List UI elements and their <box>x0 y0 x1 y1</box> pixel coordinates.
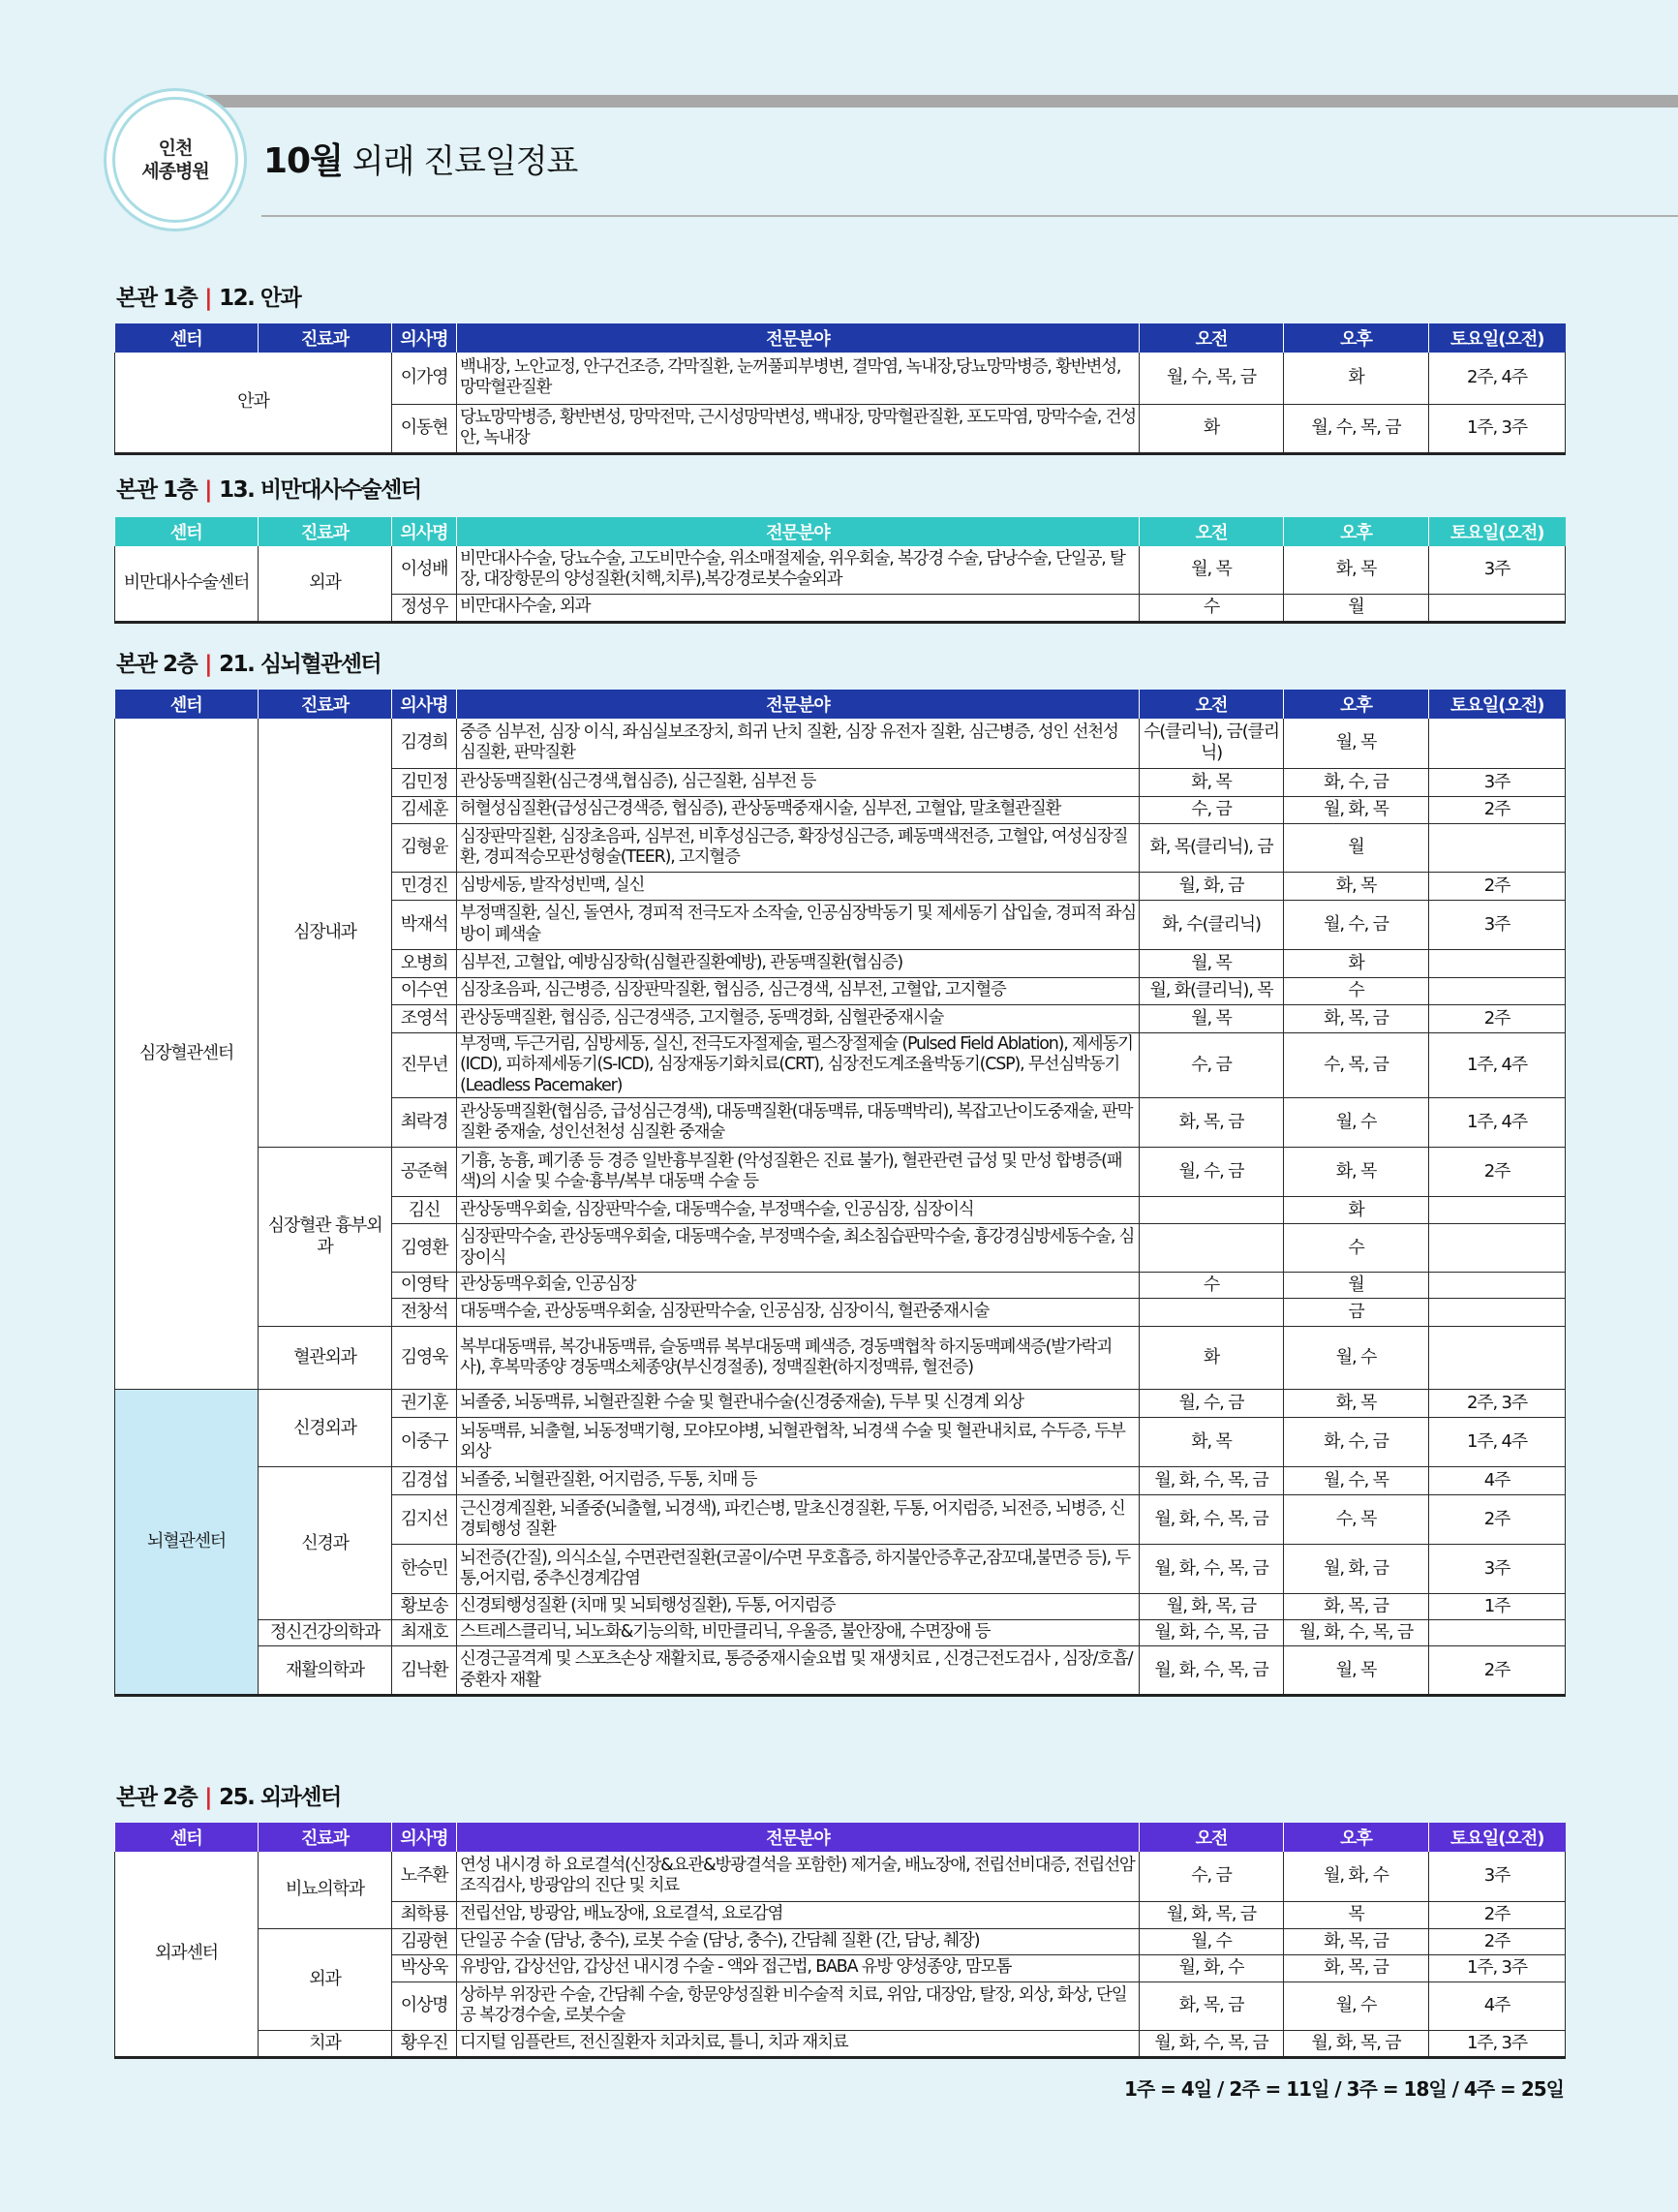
department-cell: 외과 <box>259 546 392 622</box>
department-cell: 심장혈관 흉부외과 <box>259 1148 392 1327</box>
column-header: 오전 <box>1140 1823 1284 1852</box>
specialty-cell: 뇌졸중, 뇌동맥류, 뇌혈관질환 수술 및 혈관내수술(신경중재술), 두부 및 신경계 외상 <box>457 1390 1140 1418</box>
morning-days-cell: 월, 화(클리닉), 목 <box>1140 977 1284 1004</box>
afternoon-days-cell: 화 <box>1284 1197 1429 1224</box>
table-header-row <box>115 323 1566 353</box>
specialty-cell: 중증 심부전, 심장 이식, 좌심실보조장치, 희귀 난치 질환, 심장 유전자 질환, 심근병증, 성인 선천성 심질환, 판막질환 <box>457 719 1140 768</box>
afternoon-days-cell: 목 <box>1284 1901 1429 1928</box>
morning-days-cell: 수(클리닉), 금(클리닉) <box>1140 719 1284 768</box>
center-cell: 외과센터 <box>115 1852 259 2057</box>
saturday-weeks-cell: 1주, 4주 <box>1429 1418 1566 1467</box>
saturday-weeks-cell: 1주, 3주 <box>1429 404 1566 453</box>
afternoon-days-cell: 월, 목 <box>1284 719 1429 768</box>
column-header: 오후 <box>1284 690 1429 719</box>
saturday-weeks-cell: 3주 <box>1429 900 1566 949</box>
saturday-weeks-cell: 3주 <box>1429 1852 1566 1901</box>
center-cell: 뇌혈관센터 <box>115 1390 259 1696</box>
saturday-weeks-cell: 4주 <box>1429 1467 1566 1495</box>
seal-line-2: 세종병원 <box>141 161 209 182</box>
doctor-name-cell: 최락경 <box>392 1098 457 1148</box>
saturday-weeks-cell: 2주 <box>1429 1004 1566 1032</box>
doctor-name-cell: 최재호 <box>392 1620 457 1646</box>
doctor-name-cell: 민경진 <box>392 872 457 900</box>
morning-days-cell: 월, 화, 수, 목, 금 <box>1140 2030 1284 2057</box>
specialty-cell: 대동맥수술, 관상동맥우회술, 심장판막수술, 인공심장, 심장이식, 혈관중재시술 <box>457 1299 1140 1327</box>
table-row <box>115 1852 1566 1901</box>
afternoon-days-cell: 화, 목, 금 <box>1284 1004 1429 1032</box>
specialty-cell: 관상동맥우회술, 인공심장 <box>457 1273 1140 1299</box>
afternoon-days-cell: 월, 화, 금 <box>1284 1545 1429 1594</box>
column-header: 의사명 <box>392 517 457 546</box>
doctor-name-cell: 황우진 <box>392 2030 457 2057</box>
table-row <box>115 1620 1566 1646</box>
specialty-cell: 복부대동맥류, 복강내동맥류, 슬동맥류 복부대동맥 폐색증, 경동맥협착 하지동맥폐색증(발가락괴사), 후복막종양 경동맥소체종양(부신경절종), 정맥질환(하지정맥류, 혈전증) <box>457 1327 1140 1390</box>
specialty-cell: 허혈성심질환(급성심근경색증, 협심증), 관상동맥중재시술, 심부전, 고혈압, 말초혈관질환 <box>457 796 1140 823</box>
morning-days-cell <box>1140 1224 1284 1273</box>
seal-line-1: 인천 <box>158 138 193 159</box>
saturday-weeks-cell <box>1429 594 1566 622</box>
morning-days-cell: 수 <box>1140 594 1284 622</box>
afternoon-days-cell: 월, 수 <box>1284 1982 1429 2030</box>
column-header: 전문분야 <box>457 517 1140 546</box>
week-footnote: 1주 = 4일 / 2주 = 11일 / 3주 = 18일 / 4주 = 25일 <box>1123 2077 1564 2101</box>
column-header: 오전 <box>1140 323 1284 353</box>
saturday-weeks-cell: 2주 <box>1429 1495 1566 1545</box>
specialty-cell: 스트레스클리닉, 뇌노화&기능의학, 비만클리닉, 우울증, 불안장애, 수면장애 등 <box>457 1620 1140 1646</box>
specialty-cell: 단일공 수술 (담낭, 충수), 로봇 수술 (담낭, 충수), 간담췌 질환 (간, 담낭, 췌장) <box>457 1928 1140 1954</box>
title-month: 10월 <box>263 141 343 181</box>
table-header-row <box>115 1823 1566 1852</box>
morning-days-cell: 화 <box>1140 404 1284 453</box>
saturday-weeks-cell <box>1429 1299 1566 1327</box>
afternoon-days-cell: 월, 수, 목, 금 <box>1284 404 1429 453</box>
specialty-cell: 유방암, 갑상선암, 갑상선 내시경 수술 - 액와 접근법, BABA 유방 양성종양, 맘모톰 <box>457 1954 1140 1982</box>
schedule-table <box>114 323 1566 455</box>
saturday-weeks-cell: 2주, 3주 <box>1429 1390 1566 1418</box>
section-heading <box>116 1779 341 1811</box>
table-header-row <box>115 690 1566 719</box>
column-header: 토요일(오전) <box>1429 690 1566 719</box>
doctor-name-cell: 노주환 <box>392 1852 457 1901</box>
morning-days-cell <box>1140 1197 1284 1224</box>
saturday-weeks-cell: 2주 <box>1429 796 1566 823</box>
afternoon-days-cell: 수 <box>1284 1224 1429 1273</box>
doctor-name-cell: 이영탁 <box>392 1273 457 1299</box>
specialty-cell: 신경퇴행성질환 (치매 및 뇌퇴행성질환), 두통, 어지럼증 <box>457 1594 1140 1620</box>
doctor-name-cell: 황보송 <box>392 1594 457 1620</box>
table-row <box>115 1646 1566 1696</box>
doctor-name-cell: 김경희 <box>392 719 457 768</box>
section-floor: 본관 1층 <box>116 477 198 503</box>
afternoon-days-cell: 월, 수, 금 <box>1284 900 1429 949</box>
section-divider: | <box>204 477 212 503</box>
section-name: 25. 외과센터 <box>219 1785 341 1810</box>
afternoon-days-cell: 월, 수, 목 <box>1284 1467 1429 1495</box>
department-cell: 치과 <box>259 2030 392 2057</box>
afternoon-days-cell: 수 <box>1284 977 1429 1004</box>
doctor-name-cell: 공준혁 <box>392 1148 457 1197</box>
column-header: 의사명 <box>392 1823 457 1852</box>
saturday-weeks-cell: 2주 <box>1429 1148 1566 1197</box>
afternoon-days-cell: 화, 목 <box>1284 1148 1429 1197</box>
column-header: 토요일(오전) <box>1429 323 1566 353</box>
specialty-cell: 심방세동, 발작성빈맥, 실신 <box>457 872 1140 900</box>
table-row <box>115 546 1566 594</box>
saturday-weeks-cell <box>1429 823 1566 872</box>
morning-days-cell <box>1140 1299 1284 1327</box>
column-header: 오후 <box>1284 323 1429 353</box>
doctor-name-cell: 김세훈 <box>392 796 457 823</box>
doctor-name-cell: 박상욱 <box>392 1954 457 1982</box>
column-header: 의사명 <box>392 323 457 353</box>
saturday-weeks-cell: 3주 <box>1429 768 1566 796</box>
morning-days-cell: 월, 목 <box>1140 1004 1284 1032</box>
doctor-name-cell: 김형윤 <box>392 823 457 872</box>
specialty-cell: 심부전, 고혈압, 예방심장학(심혈관질환예방), 관동맥질환(협심증) <box>457 949 1140 977</box>
table-row <box>115 1467 1566 1495</box>
title-underline <box>261 215 1678 217</box>
column-header: 진료과 <box>259 690 392 719</box>
specialty-cell: 부정맥, 두근거림, 심방세동, 실신, 전극도자절제술, 펄스장절제술 (Pulsed Field Ablation), 제세동기(ICD), 피하제세동기(S-ICD), 심장재동기화치료(CRT), 심장전도계조율박동기(CSP), 무선심박동기(Leadless Pacemaker) <box>457 1032 1140 1098</box>
specialty-cell: 연성 내시경 하 요로결석(신장&요관&방광결석을 포함한) 제거술, 배뇨장애, 전립선비대증, 전립선암조직검사, 방광암의 진단 및 치료 <box>457 1852 1140 1901</box>
saturday-weeks-cell <box>1429 1273 1566 1299</box>
section-divider: | <box>204 286 212 311</box>
section-heading <box>116 472 421 504</box>
hospital-seal-logo <box>112 97 238 223</box>
column-header: 오전 <box>1140 517 1284 546</box>
afternoon-days-cell: 화, 목, 금 <box>1284 1928 1429 1954</box>
afternoon-days-cell: 화, 목, 금 <box>1284 1954 1429 1982</box>
afternoon-days-cell: 화, 목, 금 <box>1284 1594 1429 1620</box>
morning-days-cell: 월, 화, 수, 목, 금 <box>1140 1545 1284 1594</box>
column-header: 센터 <box>115 517 259 546</box>
specialty-cell: 관상동맥우회술, 심장판막수술, 대동맥수술, 부정맥수술, 인공심장, 심장이식 <box>457 1197 1140 1224</box>
afternoon-days-cell: 수, 목 <box>1284 1495 1429 1545</box>
afternoon-days-cell: 월, 화, 수 <box>1284 1852 1429 1901</box>
saturday-weeks-cell: 1주, 3주 <box>1429 2030 1566 2057</box>
column-header: 진료과 <box>259 1823 392 1852</box>
afternoon-days-cell: 화, 수, 금 <box>1284 768 1429 796</box>
saturday-weeks-cell <box>1429 1224 1566 1273</box>
morning-days-cell: 월, 화, 수, 목, 금 <box>1140 1620 1284 1646</box>
doctor-name-cell: 이수연 <box>392 977 457 1004</box>
morning-days-cell: 월, 화, 목, 금 <box>1140 1901 1284 1928</box>
morning-days-cell: 화, 목(클리닉), 금 <box>1140 823 1284 872</box>
afternoon-days-cell: 월, 화, 목, 금 <box>1284 2030 1429 2057</box>
doctor-name-cell: 이성배 <box>392 546 457 594</box>
saturday-weeks-cell <box>1429 949 1566 977</box>
specialty-cell: 심장판막질환, 심장초음파, 심부전, 비후성심근증, 확장성심근증, 폐동맥색전증, 고혈압, 여성심장질환, 경피적승모판성형술(TEER), 고지혈증 <box>457 823 1140 872</box>
afternoon-days-cell: 화 <box>1284 353 1429 404</box>
afternoon-days-cell: 화, 목 <box>1284 546 1429 594</box>
page-title <box>263 134 577 183</box>
doctor-name-cell: 이가영 <box>392 353 457 404</box>
saturday-weeks-cell: 2주 <box>1429 1901 1566 1928</box>
specialty-cell: 부정맥질환, 실신, 돌연사, 경피적 전극도자 소작술, 인공심장박동기 및 제세동기 삽입술, 경피적 좌심방이 폐색술 <box>457 900 1140 949</box>
saturday-weeks-cell: 1주 <box>1429 1594 1566 1620</box>
morning-days-cell: 월, 목 <box>1140 546 1284 594</box>
saturday-weeks-cell <box>1429 719 1566 768</box>
doctor-name-cell: 이상명 <box>392 1982 457 2030</box>
doctor-name-cell: 박재석 <box>392 900 457 949</box>
column-header: 토요일(오전) <box>1429 517 1566 546</box>
column-header: 오후 <box>1284 517 1429 546</box>
column-header: 의사명 <box>392 690 457 719</box>
section-name: 21. 심뇌혈관센터 <box>219 652 381 677</box>
morning-days-cell: 수, 금 <box>1140 1852 1284 1901</box>
department-cell: 정신건강의학과 <box>259 1620 392 1646</box>
department-cell: 심장내과 <box>259 719 392 1148</box>
doctor-name-cell: 정성우 <box>392 594 457 622</box>
specialty-cell: 디지털 임플란트, 전신질환자 치과치료, 틀니, 치과 재치료 <box>457 2030 1140 2057</box>
specialty-cell: 백내장, 노안교정, 안구건조증, 각막질환, 눈꺼풀피부병변, 결막염, 녹내장,당뇨망막병증, 황반변성, 망막혈관질환 <box>457 353 1140 404</box>
department-cell: 재활의학과 <box>259 1646 392 1696</box>
morning-days-cell: 월, 수, 목, 금 <box>1140 353 1284 404</box>
schedule-table <box>114 517 1566 624</box>
doctor-name-cell: 김경섭 <box>392 1467 457 1495</box>
afternoon-days-cell: 월 <box>1284 823 1429 872</box>
department-cell: 신경과 <box>259 1467 392 1620</box>
column-header: 오후 <box>1284 1823 1429 1852</box>
specialty-cell: 상하부 위장관 수술, 간담췌 수술, 항문양성질환 비수술적 치료, 위암, 대장암, 탈장, 외상, 화상, 단일공 복강경수술, 로봇수술 <box>457 1982 1140 2030</box>
morning-days-cell: 월, 수 <box>1140 1928 1284 1954</box>
morning-days-cell: 화, 목 <box>1140 1418 1284 1467</box>
afternoon-days-cell: 화, 목 <box>1284 872 1429 900</box>
doctor-name-cell: 이중구 <box>392 1418 457 1467</box>
department-cell: 외과 <box>259 1928 392 2030</box>
table-row <box>115 719 1566 768</box>
saturday-weeks-cell: 1주, 3주 <box>1429 1954 1566 1982</box>
morning-days-cell: 월, 화, 목, 금 <box>1140 1594 1284 1620</box>
morning-days-cell: 월, 화, 수, 목, 금 <box>1140 1646 1284 1696</box>
specialty-cell: 관상동맥질환, 협심증, 심근경색증, 고지혈증, 동맥경화, 심혈관중재시술 <box>457 1004 1140 1032</box>
afternoon-days-cell: 화 <box>1284 949 1429 977</box>
doctor-name-cell: 전창석 <box>392 1299 457 1327</box>
specialty-cell: 관상동맥질환(심근경색,협심증), 심근질환, 심부전 등 <box>457 768 1140 796</box>
table-row <box>115 1928 1566 1954</box>
table-row <box>115 1148 1566 1197</box>
center-cell: 비만대사수술센터 <box>115 546 259 622</box>
morning-days-cell: 월, 화, 수 <box>1140 1954 1284 1982</box>
saturday-weeks-cell: 2주, 4주 <box>1429 353 1566 404</box>
top-gray-bar <box>169 95 1678 108</box>
specialty-cell: 근신경계질환, 뇌졸중(뇌출혈, 뇌경색), 파킨슨병, 말초신경질환, 두통, 어지럼증, 뇌전증, 뇌병증, 신경퇴행성 질환 <box>457 1495 1140 1545</box>
specialty-cell: 관상동맥질환(협심증, 급성심근경색), 대동맥질환(대동맥류, 대동맥박리), 복잡고난이도중재술, 판막질환 중재술, 성인선천성 심질환 중재술 <box>457 1098 1140 1148</box>
afternoon-days-cell: 월, 목 <box>1284 1646 1429 1696</box>
doctor-name-cell: 김영환 <box>392 1224 457 1273</box>
doctor-name-cell: 최학룡 <box>392 1901 457 1928</box>
afternoon-days-cell: 월, 수 <box>1284 1327 1429 1390</box>
doctor-name-cell: 김광현 <box>392 1928 457 1954</box>
department-cell: 신경외과 <box>259 1390 392 1467</box>
section-floor: 본관 2층 <box>116 1785 198 1810</box>
saturday-weeks-cell: 3주 <box>1429 1545 1566 1594</box>
table-row <box>115 1390 1566 1418</box>
table-row <box>115 353 1566 404</box>
section-divider: | <box>204 1785 212 1810</box>
saturday-weeks-cell: 1주, 4주 <box>1429 1098 1566 1148</box>
column-header: 전문분야 <box>457 1823 1140 1852</box>
schedule-table <box>114 690 1566 1697</box>
morning-days-cell: 화, 수(클리닉) <box>1140 900 1284 949</box>
specialty-cell: 비만대사수술, 외과 <box>457 594 1140 622</box>
doctor-name-cell: 이동현 <box>392 404 457 453</box>
saturday-weeks-cell: 3주 <box>1429 546 1566 594</box>
doctor-name-cell: 권기훈 <box>392 1390 457 1418</box>
saturday-weeks-cell: 2주 <box>1429 1928 1566 1954</box>
afternoon-days-cell: 월, 수 <box>1284 1098 1429 1148</box>
specialty-cell: 신경근골격계 및 스포츠손상 재활치료, 통증중재시술요법 및 재생치료 , 신경근전도검사 , 심장/호흡/중환자 재활 <box>457 1646 1140 1696</box>
doctor-name-cell: 한승민 <box>392 1545 457 1594</box>
title-rest: 외래 진료일정표 <box>342 142 578 181</box>
department-cell: 비뇨의학과 <box>259 1852 392 1928</box>
morning-days-cell: 화, 목, 금 <box>1140 1098 1284 1148</box>
afternoon-days-cell: 월, 화, 목 <box>1284 796 1429 823</box>
morning-days-cell: 수 <box>1140 1273 1284 1299</box>
section-divider: | <box>204 652 212 677</box>
column-header: 오전 <box>1140 690 1284 719</box>
column-header: 토요일(오전) <box>1429 1823 1566 1852</box>
column-header: 진료과 <box>259 323 392 353</box>
department-cell: 혈관외과 <box>259 1327 392 1390</box>
specialty-cell: 비만대사수술, 당뇨수술, 고도비만수술, 위소매절제술, 위우회술, 복강경 수술, 담낭수술, 단일공, 탈장, 대장항문의 양성질환(치핵,치루),복강경로봇수술외과 <box>457 546 1140 594</box>
afternoon-days-cell: 월, 화, 수, 목, 금 <box>1284 1620 1429 1646</box>
morning-days-cell: 월, 목 <box>1140 949 1284 977</box>
doctor-name-cell: 김영욱 <box>392 1327 457 1390</box>
saturday-weeks-cell <box>1429 1327 1566 1390</box>
center-cell: 안과 <box>115 353 392 453</box>
afternoon-days-cell: 월 <box>1284 594 1429 622</box>
section-name: 12. 안과 <box>219 286 301 311</box>
specialty-cell: 뇌전증(간질), 의식소실, 수면관련질환(코골이/수면 무호흡증, 하지불안증후군,잠꼬대,불면증 등), 두통,어지럼, 중추신경계감염 <box>457 1545 1140 1594</box>
saturday-weeks-cell <box>1429 1197 1566 1224</box>
saturday-weeks-cell: 2주 <box>1429 1646 1566 1696</box>
saturday-weeks-cell <box>1429 977 1566 1004</box>
section-heading <box>116 646 381 678</box>
table-row <box>115 2030 1566 2057</box>
doctor-name-cell: 김민정 <box>392 768 457 796</box>
afternoon-days-cell: 화, 목 <box>1284 1390 1429 1418</box>
doctor-name-cell: 김낙환 <box>392 1646 457 1696</box>
morning-days-cell: 화, 목, 금 <box>1140 1982 1284 2030</box>
saturday-weeks-cell <box>1429 1620 1566 1646</box>
specialty-cell: 뇌졸중, 뇌혈관질환, 어지럼증, 두통, 치매 등 <box>457 1467 1140 1495</box>
afternoon-days-cell: 금 <box>1284 1299 1429 1327</box>
afternoon-days-cell: 월 <box>1284 1273 1429 1299</box>
column-header: 센터 <box>115 1823 259 1852</box>
morning-days-cell: 수, 금 <box>1140 796 1284 823</box>
schedule-table <box>114 1823 1566 2059</box>
section-floor: 본관 1층 <box>116 286 198 311</box>
morning-days-cell: 월, 수, 금 <box>1140 1148 1284 1197</box>
specialty-cell: 전립선암, 방광암, 배뇨장애, 요로결석, 요로감염 <box>457 1901 1140 1928</box>
saturday-weeks-cell: 2주 <box>1429 872 1566 900</box>
saturday-weeks-cell: 1주, 4주 <box>1429 1032 1566 1098</box>
column-header: 전문분야 <box>457 323 1140 353</box>
morning-days-cell: 월, 화, 금 <box>1140 872 1284 900</box>
table-header-row <box>115 517 1566 546</box>
morning-days-cell: 수, 금 <box>1140 1032 1284 1098</box>
saturday-weeks-cell: 4주 <box>1429 1982 1566 2030</box>
column-header: 센터 <box>115 690 259 719</box>
morning-days-cell: 화 <box>1140 1327 1284 1390</box>
center-cell: 심장혈관센터 <box>115 719 259 1390</box>
specialty-cell: 심장판막수술, 관상동맥우회술, 대동맥수술, 부정맥수술, 최소침습판막수술, 흉강경심방세동수술, 심장이식 <box>457 1224 1140 1273</box>
doctor-name-cell: 김지선 <box>392 1495 457 1545</box>
doctor-name-cell: 김신 <box>392 1197 457 1224</box>
doctor-name-cell: 진무년 <box>392 1032 457 1098</box>
column-header: 센터 <box>115 323 259 353</box>
section-floor: 본관 2층 <box>116 652 198 677</box>
specialty-cell: 기흉, 농흉, 폐기종 등 경증 일반흉부질환 (악성질환은 진료 불가), 혈관관련 급성 및 만성 합병증(패색)의 시술 및 수술·흉부/복부 대동맥 수술 등 <box>457 1148 1140 1197</box>
morning-days-cell: 월, 화, 수, 목, 금 <box>1140 1495 1284 1545</box>
section-heading <box>116 280 300 312</box>
specialty-cell: 뇌동맥류, 뇌출혈, 뇌동정맥기형, 모야모야병, 뇌혈관협착, 뇌경색 수술 및 혈관내치료, 수두증, 두부외상 <box>457 1418 1140 1467</box>
afternoon-days-cell: 화, 수, 금 <box>1284 1418 1429 1467</box>
section-name: 13. 비만대사수술센터 <box>219 477 421 503</box>
afternoon-days-cell: 수, 목, 금 <box>1284 1032 1429 1098</box>
doctor-name-cell: 오병희 <box>392 949 457 977</box>
morning-days-cell: 월, 화, 수, 목, 금 <box>1140 1467 1284 1495</box>
table-row <box>115 1327 1566 1390</box>
specialty-cell: 당뇨망막병증, 황반변성, 망막전막, 근시성망막변성, 백내장, 망막혈관질환, 포도막염, 망막수술, 건성안, 녹내장 <box>457 404 1140 453</box>
doctor-name-cell: 조영석 <box>392 1004 457 1032</box>
morning-days-cell: 월, 수, 금 <box>1140 1390 1284 1418</box>
column-header: 전문분야 <box>457 690 1140 719</box>
column-header: 진료과 <box>259 517 392 546</box>
specialty-cell: 심장초음파, 심근병증, 심장판막질환, 협심증, 심근경색, 심부전, 고혈압, 고지혈증 <box>457 977 1140 1004</box>
morning-days-cell: 화, 목 <box>1140 768 1284 796</box>
